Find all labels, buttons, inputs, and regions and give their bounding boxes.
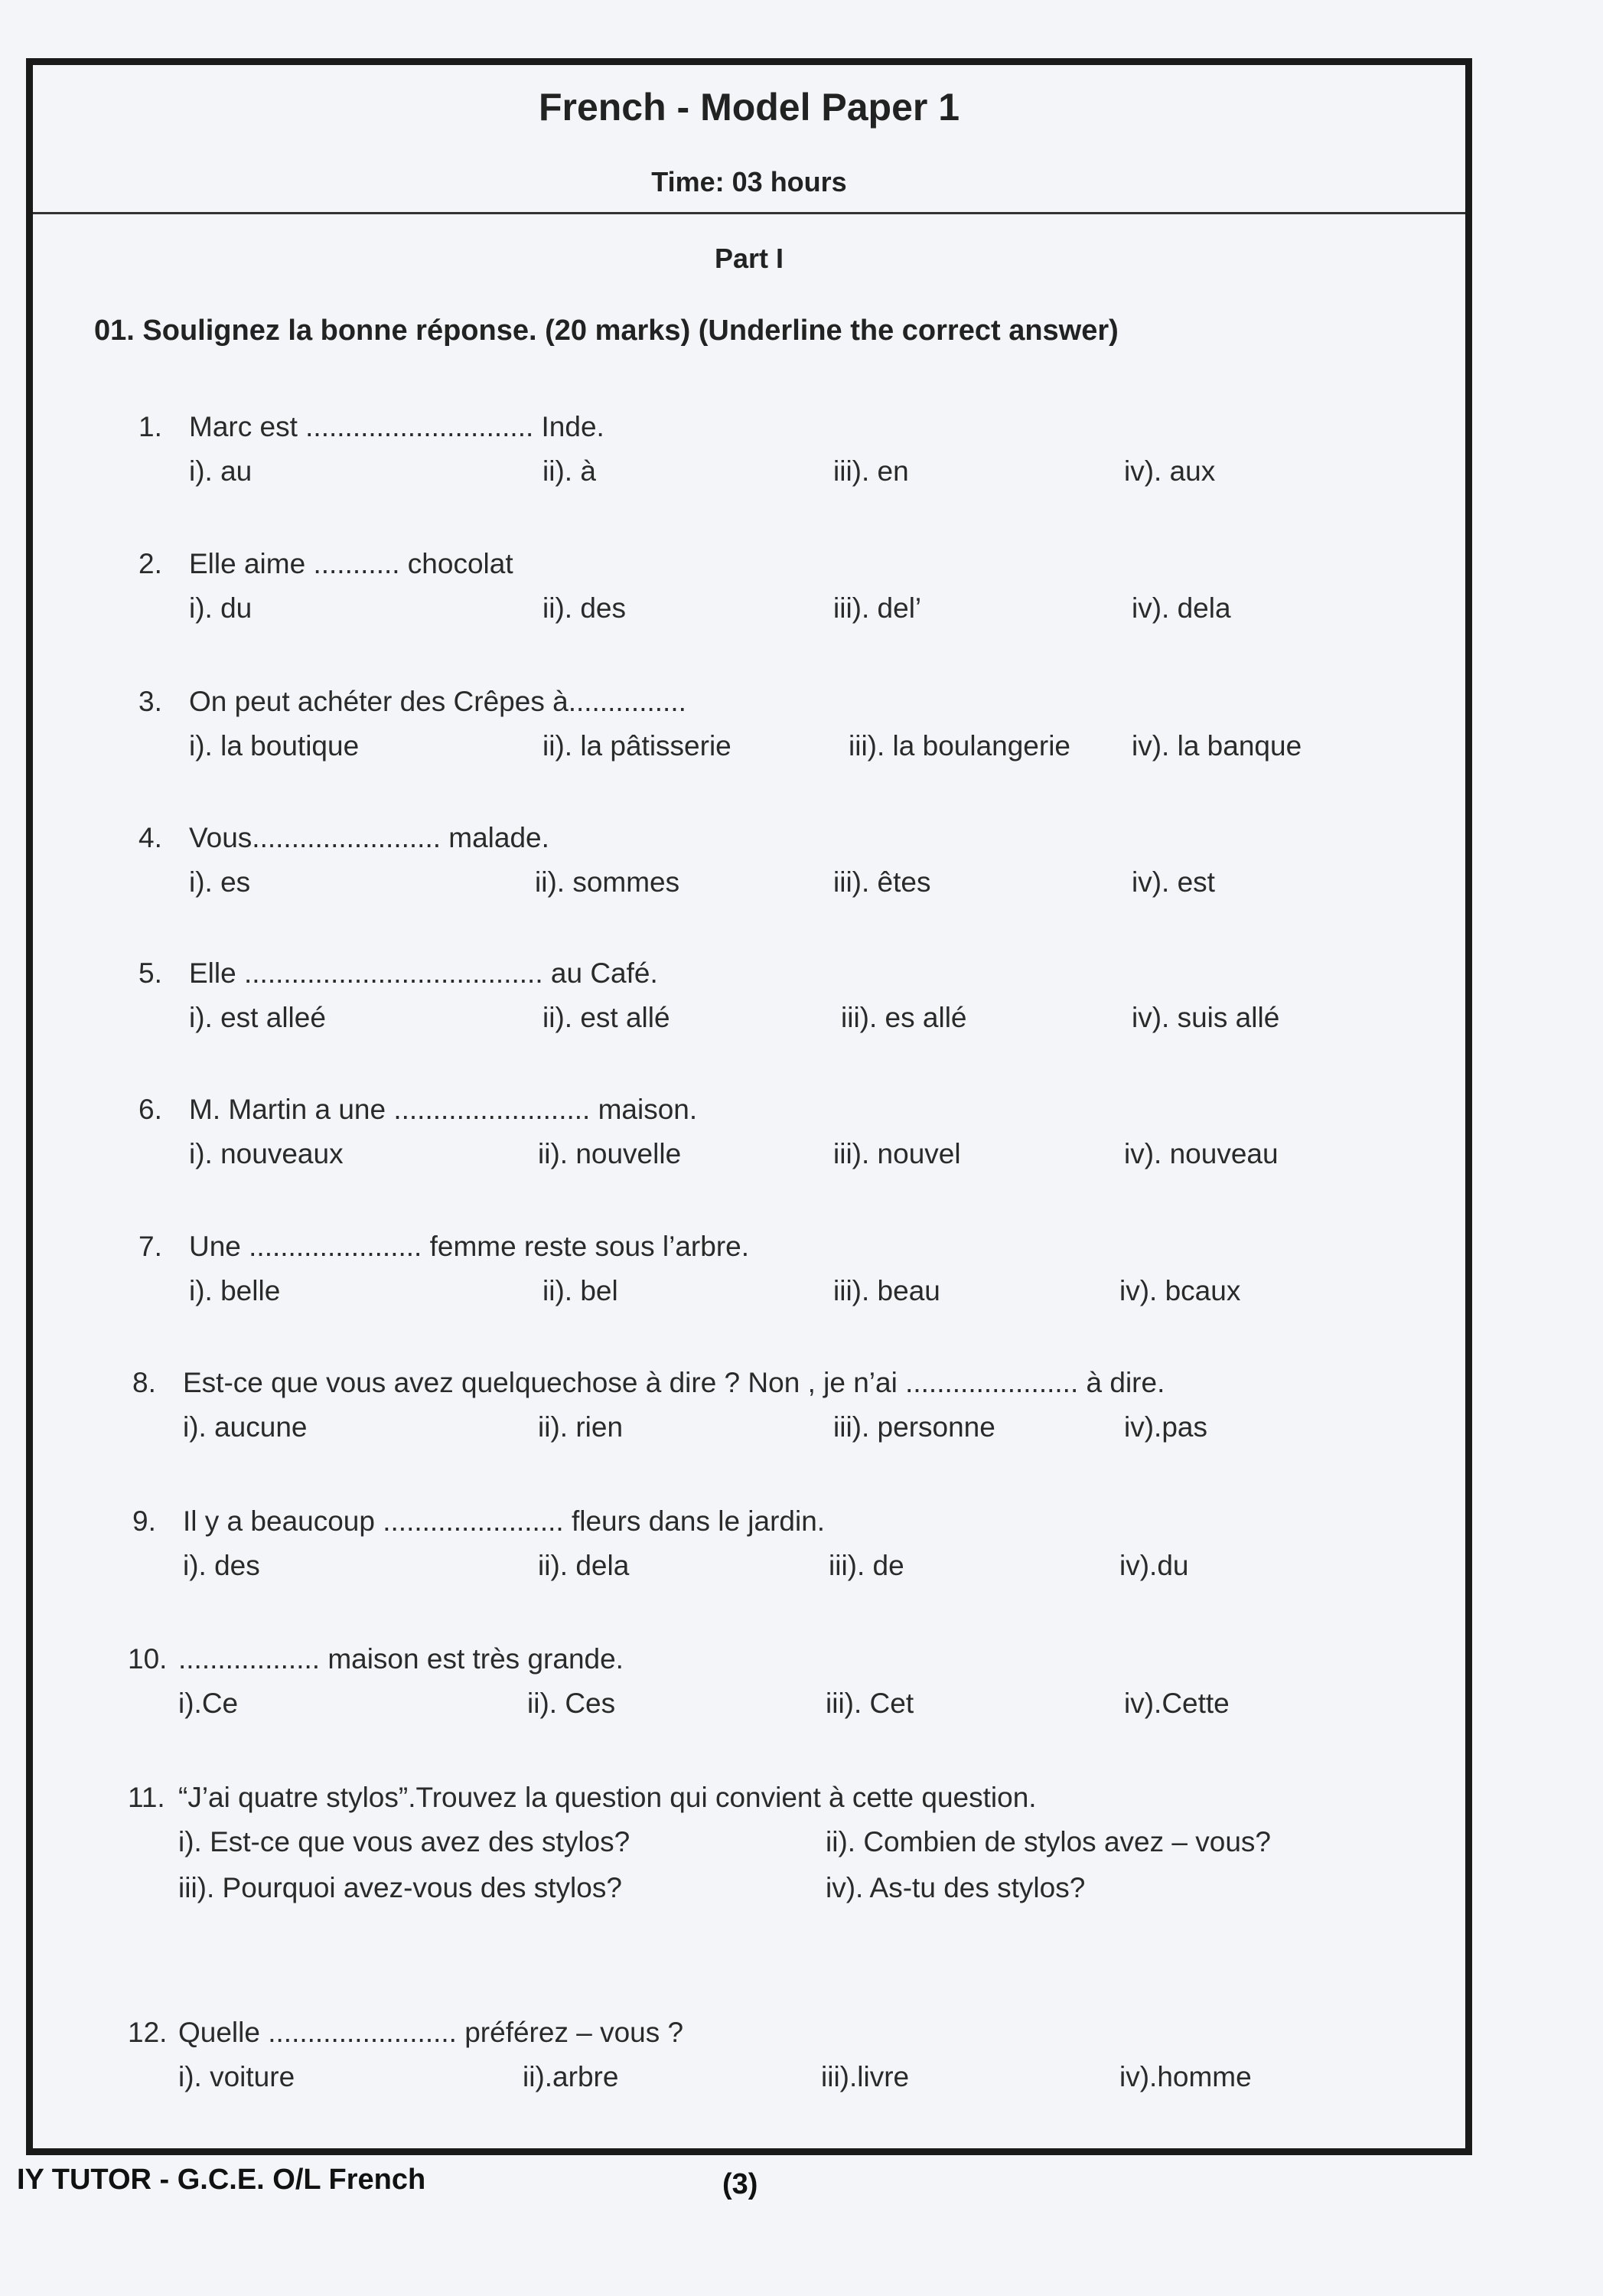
question-number: 2. <box>138 548 162 579</box>
option-iii[interactable]: iii). del’ <box>833 592 922 624</box>
option-iv[interactable]: iv). bcaux <box>1119 1275 1241 1306</box>
paper-frame <box>26 58 1472 2155</box>
question-stem <box>138 548 513 580</box>
option-ii[interactable]: ii). dela <box>538 1550 630 1581</box>
option-iii[interactable]: iii). Pourquoi avez-vous des stylos? <box>178 1872 622 1903</box>
question-2 <box>33 548 1465 632</box>
option-iii[interactable]: iii). de <box>829 1550 904 1581</box>
question-11 <box>33 1782 1465 1903</box>
footer-publisher: IY TUTOR - G.C.E. O/L French <box>17 2164 426 2196</box>
page-number: (3) <box>722 2168 758 2200</box>
option-i[interactable]: i). la boutique <box>189 730 360 762</box>
option-ii[interactable]: ii). est allé <box>542 1002 670 1033</box>
question-number: 4. <box>138 822 162 853</box>
option-iii[interactable]: iii). en <box>833 455 909 487</box>
question-text: Une ...................... femme reste sous l’arbre. <box>189 1231 750 1262</box>
question-text: Il y a beaucoup ....................... fleurs dans le jardin. <box>183 1505 826 1537</box>
option-ii[interactable]: ii). des <box>542 592 626 624</box>
option-iv[interactable]: iv). nouveau <box>1124 1138 1279 1169</box>
option-iv[interactable]: iv). As-tu des stylos? <box>826 1872 1086 1903</box>
question-text: M. Martin a une ......................... maison. <box>189 1094 698 1125</box>
question-stem <box>138 822 549 854</box>
option-iii[interactable]: iii).livre <box>821 2061 910 2092</box>
option-ii[interactable]: ii). nouvelle <box>538 1138 682 1169</box>
option-i[interactable]: i).Ce <box>178 1688 239 1719</box>
question-number: 3. <box>138 686 162 717</box>
option-iv[interactable]: iv). suis allé <box>1132 1002 1280 1033</box>
question-text: Quelle ........................ préférez – vous ? <box>178 2017 684 2048</box>
paper-title: French - Model Paper 1 <box>538 86 960 129</box>
option-iii[interactable]: iii). êtes <box>833 866 931 898</box>
question-stem <box>138 957 658 990</box>
question-text: Est-ce que vous avez quelquechose à dire ? Non , je n’ai ...................... à dire. <box>183 1367 1165 1398</box>
question-stem <box>138 1094 697 1126</box>
option-iv[interactable]: iv).Cette <box>1124 1688 1230 1719</box>
option-iv[interactable]: iv). est <box>1132 866 1215 898</box>
option-iii[interactable]: iii). es allé <box>841 1002 967 1033</box>
question-6 <box>33 1094 1465 1178</box>
question-12 <box>33 2017 1465 2101</box>
option-ii[interactable]: ii). sommes <box>535 866 680 898</box>
question-number: 6. <box>138 1094 162 1125</box>
option-ii[interactable]: ii). Combien de stylos avez – vous? <box>826 1826 1271 1857</box>
option-i[interactable]: i). Est-ce que vous avez des stylos? <box>178 1826 630 1857</box>
option-i[interactable]: i). des <box>183 1550 260 1581</box>
header-divider <box>33 212 1465 214</box>
question-3 <box>33 686 1465 770</box>
option-i[interactable]: i). au <box>189 455 253 487</box>
option-iv[interactable]: iv). la banque <box>1132 730 1302 762</box>
option-iii[interactable]: iii). nouvel <box>833 1138 961 1169</box>
question-stem <box>132 1505 825 1538</box>
question-text: Marc est ............................. Inde. <box>189 411 604 442</box>
option-ii[interactable]: ii). la pâtisserie <box>542 730 731 762</box>
option-i[interactable]: i). voiture <box>178 2061 295 2092</box>
option-ii[interactable]: ii).arbre <box>523 2061 619 2092</box>
question-stem <box>128 2017 683 2049</box>
time-label: Time: 03 hours <box>651 166 847 197</box>
option-iii[interactable]: iii). la boulangerie <box>849 730 1071 762</box>
question-stem <box>138 411 604 443</box>
question-stem <box>132 1367 1165 1399</box>
question-text: Vous........................ malade. <box>189 822 549 853</box>
option-iii[interactable]: iii). personne <box>833 1411 995 1443</box>
option-i[interactable]: i). du <box>189 592 253 624</box>
question-number: 12. <box>128 2017 168 2048</box>
question-stem <box>128 1643 624 1675</box>
option-i[interactable]: i). nouveaux <box>189 1138 344 1169</box>
option-i[interactable]: i). est alleé <box>189 1002 326 1033</box>
option-iv[interactable]: iv). aux <box>1124 455 1216 487</box>
question-9 <box>33 1505 1465 1590</box>
question-8 <box>33 1367 1465 1451</box>
question-7 <box>33 1231 1465 1315</box>
option-iv[interactable]: iv).du <box>1119 1550 1189 1581</box>
option-ii[interactable]: ii). à <box>542 455 596 487</box>
option-iii[interactable]: iii). beau <box>833 1275 940 1306</box>
question-text: “J’ai quatre stylos”.Trouvez la question qui convient à cette question. <box>178 1782 1037 1813</box>
question-stem <box>138 686 686 718</box>
question-text: Elle aime ........... chocolat <box>189 548 513 579</box>
option-iv[interactable]: iv). dela <box>1132 592 1231 624</box>
option-iv[interactable]: iv).homme <box>1119 2061 1252 2092</box>
question-text: .................. maison est très grande. <box>178 1643 624 1675</box>
question-1 <box>33 411 1465 495</box>
instruction: 01. Soulignez la bonne réponse. (20 marks) (Underline the correct answer) <box>94 315 1119 347</box>
option-ii[interactable]: ii). Ces <box>527 1688 616 1719</box>
question-number: 11. <box>128 1782 165 1813</box>
question-stem <box>138 1231 749 1263</box>
question-number: 9. <box>132 1505 156 1537</box>
question-stem <box>128 1782 1037 1814</box>
option-i[interactable]: i). aucune <box>183 1411 308 1443</box>
question-number: 5. <box>138 957 162 989</box>
question-number: 8. <box>132 1367 156 1398</box>
option-i[interactable]: i). es <box>189 866 251 898</box>
question-10 <box>33 1643 1465 1727</box>
option-ii[interactable]: ii). rien <box>538 1411 624 1443</box>
question-text: On peut achéter des Crêpes à............... <box>189 686 686 717</box>
question-text: Elle ...................................... au Café. <box>189 957 658 989</box>
option-iii[interactable]: iii). Cet <box>826 1688 914 1719</box>
part-heading: Part I <box>714 243 784 274</box>
option-i[interactable]: i). belle <box>189 1275 281 1306</box>
question-5 <box>33 957 1465 1042</box>
question-number: 7. <box>138 1231 162 1262</box>
option-ii[interactable]: ii). bel <box>542 1275 618 1306</box>
question-number: 1. <box>138 411 162 442</box>
question-number: 10. <box>128 1643 168 1675</box>
question-4 <box>33 822 1465 906</box>
option-iv[interactable]: iv).pas <box>1124 1411 1207 1443</box>
